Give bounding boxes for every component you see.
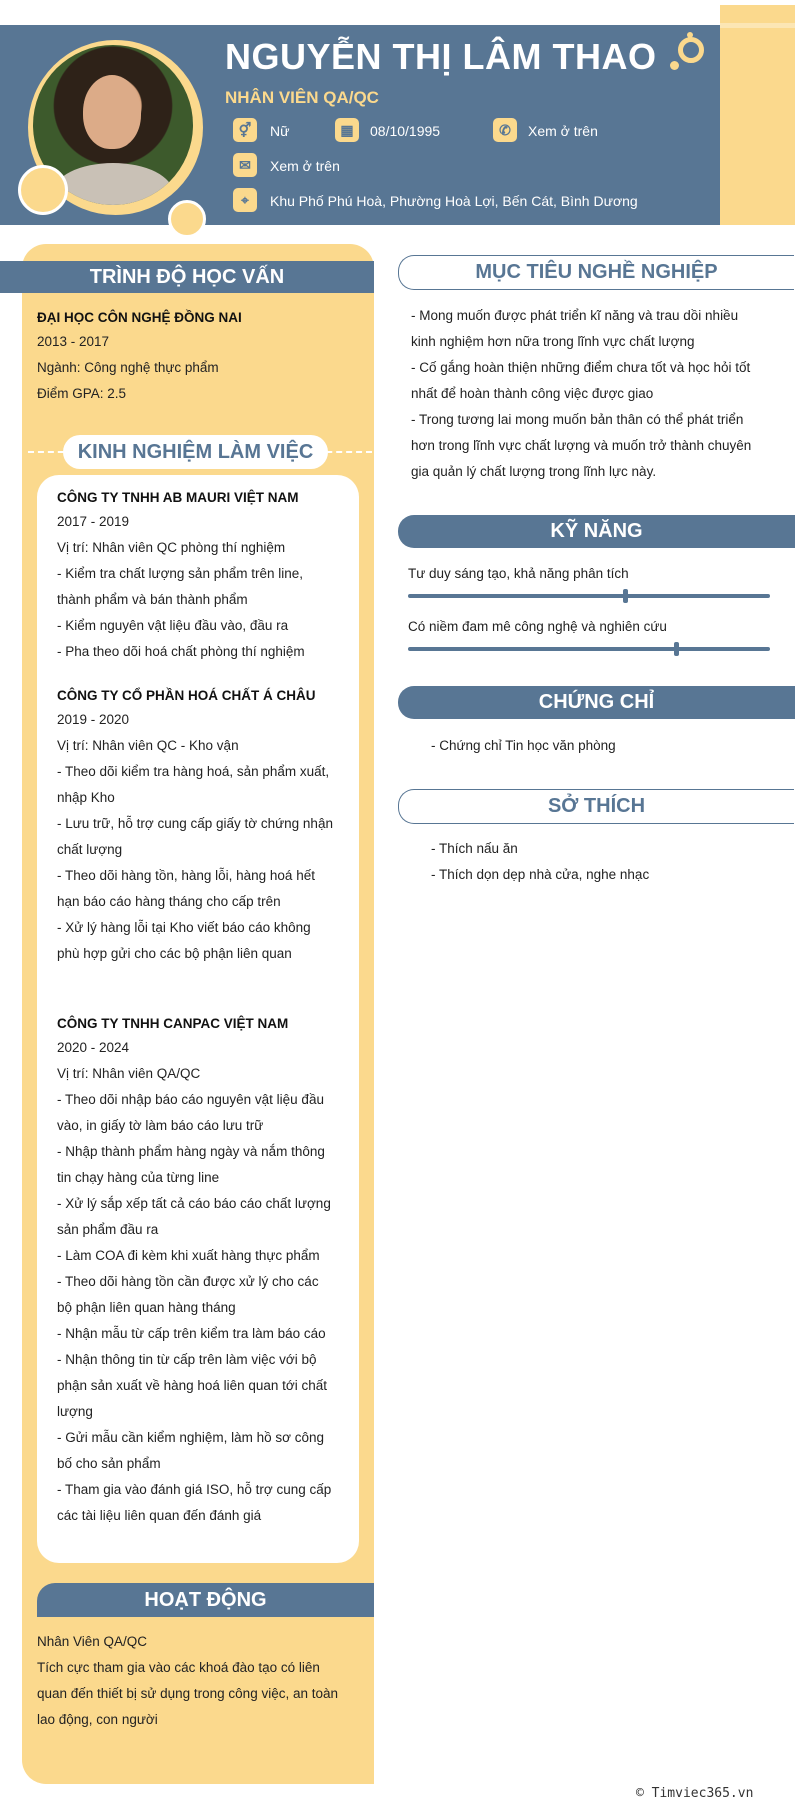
job-line: - Xử lý hàng lỗi tại Kho viết báo cáo không — [57, 920, 311, 935]
job-line: vào, in giấy tờ làm báo cáo lưu trữ — [57, 1118, 264, 1133]
gender-value: Nữ — [270, 123, 290, 139]
skills-heading: KỸ NĂNG — [398, 515, 795, 548]
job-line: - Nhập thành phẩm hàng ngày và nắm thông — [57, 1144, 325, 1159]
job-line: - Xử lý sắp xếp tất cả cáo báo cáo chất lượng — [57, 1196, 331, 1211]
education-heading: TRÌNH ĐỘ HỌC VẤN — [0, 261, 374, 293]
objective-line: kinh nghiệm hơn nữa trong lĩnh vực chất lượng — [411, 334, 695, 349]
job-years: 2019 - 2020 — [57, 712, 130, 727]
skill-label: Tư duy sáng tạo, khả năng phân tích — [408, 566, 629, 581]
skill-label: Có niềm đam mê công nghệ và nghiên cứu — [408, 619, 667, 634]
job-line: - Làm COA đi kèm khi xuất hàng thực phẩm — [57, 1248, 320, 1263]
job-position: Vị trí: Nhân viên QA/QC — [57, 1066, 201, 1081]
job-years: 2017 - 2019 — [57, 514, 130, 529]
job-line: thành phẩm và bán thành phẩm — [57, 592, 248, 607]
birthday-value: 08/10/1995 — [370, 123, 441, 139]
objective-line: - Mong muốn được phát triển kĩ năng và trau dồi nhiều — [411, 308, 739, 323]
experience-heading: KINH NGHIỆM LÀM VIỆC — [63, 435, 328, 469]
job-entry — [57, 1013, 339, 1529]
job-line: - Gửi mẫu cần kiểm nghiệm, làm hồ sơ công — [57, 1430, 324, 1445]
job-position: Vị trí: Nhân viên QC phòng thí nghiệm — [57, 540, 286, 555]
job-entry — [57, 487, 339, 665]
job-line: - Pha theo dõi hoá chất phòng thí nghiệm — [57, 644, 305, 659]
education-school: ĐẠI HỌC CÔN NGHỆ ĐỒNG NAI — [37, 310, 242, 325]
certificate-item: - Chứng chỉ Tin học văn phòng — [431, 738, 616, 753]
calendar-icon: ▦ — [335, 118, 359, 142]
decorative-ring — [678, 37, 704, 63]
skill-level-marker — [623, 589, 628, 603]
phone-icon: ✆ — [493, 118, 517, 142]
job-line: sản phẩm đầu ra — [57, 1222, 159, 1237]
email-icon: ✉ — [233, 153, 257, 177]
phone-value: Xem ở trên — [528, 123, 598, 139]
job-entry — [57, 685, 339, 967]
location-icon: ⌖ — [233, 188, 257, 212]
job-line: lượng — [57, 1404, 93, 1419]
activities-line: Tích cực tham gia vào các khoá đào tạo có liên — [37, 1660, 320, 1675]
objective-heading: MỤC TIÊU NGHỀ NGHIỆP — [398, 255, 794, 290]
decorative-dot — [670, 61, 679, 70]
hobby-item: - Thích dọn dẹp nhà cửa, nghe nhạc — [431, 867, 650, 882]
candidate-job-title: NHÂN VIÊN QA/QC — [225, 88, 379, 107]
job-line: - Theo dõi hàng tồn, hàng lỗi, hàng hoá hết — [57, 868, 315, 883]
objective-line: gia quản lý chất lượng trong lĩnh lực này. — [411, 464, 657, 479]
job-line: bố cho sản phẩm — [57, 1456, 161, 1471]
job-line: phận sản xuất về hàng hoá liên quan tới chất — [57, 1378, 328, 1393]
job-line: - Lưu trữ, hỗ trợ cung cấp giấy tờ chứng nhận — [57, 816, 333, 831]
education-major: Ngành: Công nghệ thực phẩm — [37, 360, 219, 375]
email-value: Xem ở trên — [270, 158, 340, 174]
activities-heading: HOẠT ĐỘNG — [37, 1583, 374, 1617]
job-line: - Kiểm nguyên vật liệu đầu vào, đầu ra — [57, 618, 289, 633]
job-company: CÔNG TY CỔ PHẦN HOÁ CHẤT Á CHÂU — [57, 688, 316, 703]
job-line: bộ phận liên quan hàng tháng — [57, 1300, 236, 1315]
activities-body — [37, 1629, 359, 1733]
objective-line: nhất để hoàn thành công việc được giao — [411, 386, 654, 401]
skill-bar — [408, 647, 770, 651]
skill-bar — [408, 594, 770, 598]
job-line: tin chạy hàng của từng line — [57, 1170, 220, 1185]
candidate-name: NGUYỄN THỊ LÂM THAO — [225, 36, 657, 77]
activities-line: lao động, con người — [37, 1712, 158, 1727]
job-line: - Nhận mẫu từ cấp trên kiểm tra làm báo cáo — [57, 1326, 326, 1341]
hobby-item: - Thích nấu ăn — [431, 841, 518, 856]
job-line: - Theo dõi hàng tồn cần được xử lý cho các — [57, 1274, 319, 1289]
job-line: - Theo dõi kiểm tra hàng hoá, sản phẩm xuất, — [57, 764, 330, 779]
job-line: nhập Kho — [57, 790, 115, 805]
decorative-dot — [687, 32, 693, 38]
job-line: hạn báo cáo hàng tháng cho cấp trên — [57, 894, 281, 909]
job-line: - Nhận thông tin từ cấp trên làm việc với bộ — [57, 1352, 317, 1367]
footer-copyright: © Timviec365.vn — [636, 1786, 754, 1801]
job-line: các tài liệu liên quan đến đánh giá — [57, 1508, 262, 1523]
job-position: Vị trí: Nhân viên QC - Kho vận — [57, 738, 239, 753]
activities-line: quan đến thiết bị sử dụng trong công việc, an toàn — [37, 1686, 339, 1701]
address-value: Khu Phố Phú Hoà, Phường Hoà Lợi, Bến Cát, Bình Dương — [270, 193, 638, 209]
job-years: 2020 - 2024 — [57, 1040, 130, 1055]
header-accent-strip — [720, 5, 795, 225]
decorative-circle — [168, 200, 206, 238]
job-company: CÔNG TY TNHH AB MAURI VIỆT NAM — [57, 490, 299, 505]
activities-role: Nhân Viên QA/QC — [37, 1634, 148, 1649]
hobbies-heading: SỞ THÍCH — [398, 789, 794, 824]
job-line: - Kiểm tra chất lượng sản phẩm trên line, — [57, 566, 303, 581]
objective-body — [411, 303, 766, 485]
job-line: chất lượng — [57, 842, 123, 857]
job-company: CÔNG TY TNHH CANPAC VIỆT NAM — [57, 1016, 289, 1031]
job-line: - Tham gia vào đánh giá ISO, hỗ trợ cung cấp — [57, 1482, 332, 1497]
gender-icon: ⚥ — [233, 118, 257, 142]
job-line: phù hợp gửi cho các bộ phận liên quan — [57, 946, 292, 961]
education-years: 2013 - 2017 — [37, 334, 110, 349]
objective-line: - Cố gắng hoàn thiện những điểm chưa tốt và học hỏi tốt — [411, 360, 751, 375]
objective-line: hơn trong lĩnh vực chất lượng và muốn trở thành chuyên — [411, 438, 752, 453]
certificates-heading: CHỨNG CHỈ — [398, 686, 795, 719]
skill-level-marker — [674, 642, 679, 656]
objective-line: - Trong tương lai mong muốn bản thân có thể phát triển — [411, 412, 744, 427]
job-line: - Theo dõi nhập báo cáo nguyên vật liệu đầu — [57, 1092, 324, 1107]
education-gpa: Điểm GPA: 2.5 — [37, 386, 127, 401]
decorative-circle — [18, 165, 68, 215]
